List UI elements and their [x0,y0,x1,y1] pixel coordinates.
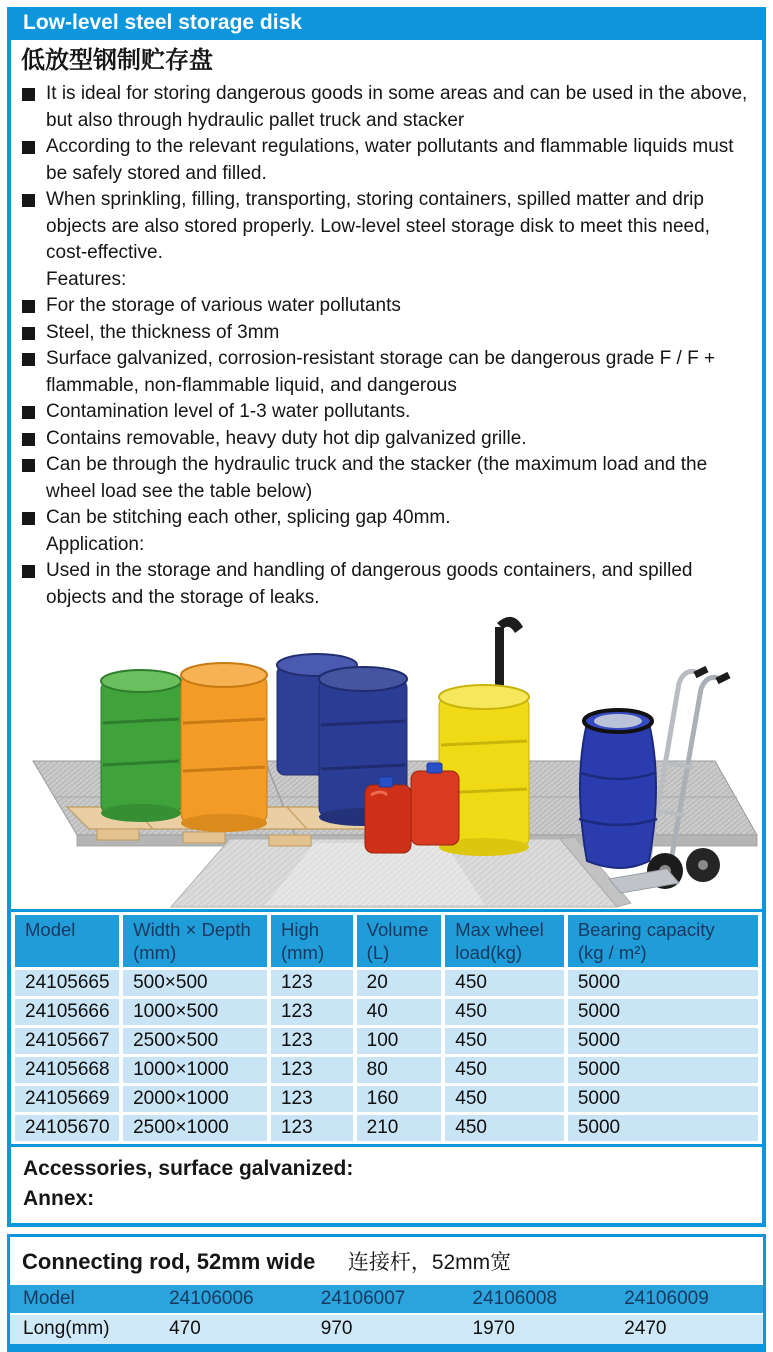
rod-long-value: 2470 [611,1314,763,1344]
list-item [21,426,756,453]
cell-width-depth: 500×500 [123,970,267,996]
feature-text: It is ideal for storing dangerous goods in some areas and can be used in the above, but also through hydraulic pallet truck and stacker [46,83,748,131]
list-item [21,81,756,134]
cell-high: 123 [271,1028,353,1054]
cell-max-wheel-load: 450 [445,1086,564,1112]
cell-width-depth: 1000×500 [123,999,267,1025]
table-row [15,1086,758,1112]
rod-model-row [10,1285,763,1314]
table-row [15,970,758,996]
connecting-rod-title-en: Connecting rod, 52mm wide [22,1249,316,1274]
bullet-square-icon [22,353,35,366]
col-model: Model [15,915,119,967]
cell-high: 123 [271,1086,353,1112]
product-photo [15,613,758,909]
cell-max-wheel-load: 450 [445,1115,564,1141]
col-bearing-capacity: Bearing capacity (kg / m²) [568,915,758,967]
table-row [15,1028,758,1054]
cell-bearing-capacity: 5000 [568,999,758,1025]
table-row [15,1057,758,1083]
cell-max-wheel-load: 450 [445,1057,564,1083]
rod-model-value: 24106006 [156,1285,308,1314]
feature-text: Can be stitching each other, splicing gap 40mm. [46,507,451,528]
rod-model-value: 24106009 [611,1285,763,1314]
col-high: High (mm) [271,915,353,967]
cell-high: 123 [271,1057,353,1083]
rod-long-value: 970 [308,1314,460,1344]
list-item [21,558,756,611]
list-item [21,505,756,532]
cell-max-wheel-load: 450 [445,999,564,1025]
bullet-square-icon [22,512,35,525]
feature-text: Contains removable, heavy duty hot dip galvanized grille. [46,427,527,449]
feature-text: Surface galvanized, corrosion-resistant storage can be dangerous grade F / F + flammable, non-flammable liquid, and dangerous [46,348,716,396]
cell-volume: 160 [357,1086,442,1112]
cell-bearing-capacity: 5000 [568,1086,758,1112]
cell-bearing-capacity: 5000 [568,1028,758,1054]
orange-drum [181,663,267,832]
feature-text: Can be through the hydraulic truck and the stacker (the maximum load and the wheel load see the table below) [46,454,708,502]
feature-text: Steel, the thickness of 3mm [46,321,280,343]
bullet-square-icon [22,194,35,207]
bullet-square-icon [22,327,35,340]
spec-header-row [15,915,758,967]
spec-table [11,912,762,1144]
cell-model: 24105669 [15,1086,119,1112]
page-title: Low-level steel storage disk [23,11,302,34]
cell-volume: 80 [357,1057,442,1083]
accessories-section [11,1147,762,1223]
rod-long-label: Long(mm) [10,1314,156,1344]
bullet-square-icon [22,141,35,154]
rod-model-value: 24106007 [308,1285,460,1314]
cell-model: 24105670 [15,1115,119,1141]
feature-subheading: Features: [46,268,127,290]
col-volume: Volume (L) [357,915,442,967]
col-width-depth: Width × Depth (mm) [123,915,267,967]
bullet-square-icon [22,459,35,472]
cell-model: 24105666 [15,999,119,1025]
accessories-heading: Accessories, surface galvanized: [23,1157,354,1180]
page-subtitle-cn: 低放型钢制贮存盘 [21,47,213,74]
feature-text: For the storage of various water pollutants [46,295,401,316]
cell-width-depth: 2000×1000 [123,1086,267,1112]
annex-heading: Annex: [23,1187,95,1210]
cell-high: 123 [271,970,353,996]
cell-max-wheel-load: 450 [445,1028,564,1054]
storage-platform-illustration [15,613,760,909]
list-item [21,134,756,187]
list-item [21,452,756,505]
table-row [15,999,758,1025]
col-max-wheel-load: Max wheel load(kg) [445,915,564,967]
cell-volume: 100 [357,1028,442,1054]
list-item [21,346,756,399]
cell-model: 24105665 [15,970,119,996]
cell-volume: 210 [357,1115,442,1141]
bullet-square-icon [22,565,35,578]
cell-bearing-capacity: 5000 [568,1115,758,1141]
bullet-square-icon [22,406,35,419]
list-item [21,320,756,347]
connecting-rod-frame [7,1234,766,1352]
list-item [21,267,756,294]
rod-long-value: 470 [156,1314,308,1344]
list-item [21,399,756,426]
connecting-rod-title [10,1237,763,1285]
cell-high: 123 [271,1115,353,1141]
rod-model-label: Model [10,1285,156,1314]
page-title-bar [7,7,766,40]
feature-text: Used in the storage and handling of dangerous goods containers, and spilled objects and the storage of leaks. [46,560,693,608]
frame-gap [7,1227,766,1234]
main-frame [7,40,766,1227]
cell-model: 24105667 [15,1028,119,1054]
blue-plastic-drum [579,710,657,868]
cell-volume: 40 [357,999,442,1025]
feature-subheading: Application: [46,533,145,555]
rod-model-value: 24106008 [460,1285,612,1314]
bullet-square-icon [22,88,35,101]
list-item [21,293,756,320]
cell-max-wheel-load: 450 [445,970,564,996]
cell-bearing-capacity: 5000 [568,1057,758,1083]
list-item [21,532,756,559]
cell-width-depth: 1000×1000 [123,1057,267,1083]
green-drum [101,670,181,822]
feature-text: According to the relevant regulations, water pollutants and flammable liquids must be safely stored and filled. [46,136,734,184]
cell-high: 123 [271,999,353,1025]
feature-list [11,79,762,611]
cell-width-depth: 2500×1000 [123,1115,267,1141]
connecting-rod-title-cn: 连接杆，52mm宽 [347,1251,512,1274]
list-item [21,187,756,267]
feature-text: When sprinkling, filling, transporting, storing containers, spilled matter and drip objects are also stored properly. Low-level steel storage disk to meet this need, cost-effective. [46,189,710,263]
cell-width-depth: 2500×500 [123,1028,267,1054]
bullet-square-icon [22,300,35,313]
feature-text: Contamination level of 1-3 water pollutants. [46,401,411,422]
cell-bearing-capacity: 5000 [568,970,758,996]
rod-long-row [10,1314,763,1344]
bullet-square-icon [22,433,35,446]
connecting-rod-table [10,1285,763,1344]
table-row [15,1115,758,1141]
rod-long-value: 1970 [460,1314,612,1344]
cell-volume: 20 [357,970,442,996]
cell-model: 24105668 [15,1057,119,1083]
